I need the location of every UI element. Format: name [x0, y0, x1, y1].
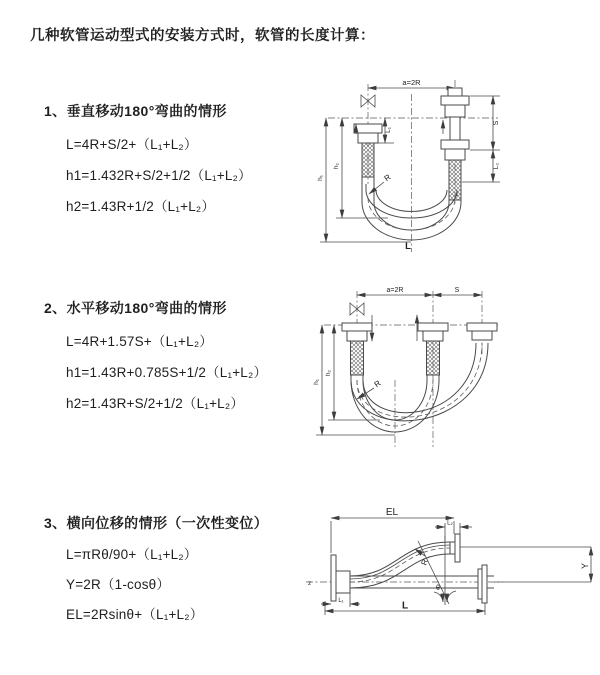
- dim-label-a2r: a=2R: [386, 287, 404, 294]
- radius-label: R: [419, 557, 430, 567]
- dim-label-y: Y: [580, 562, 590, 570]
- dim-label-s: S: [493, 120, 500, 126]
- section-1-formula-h1: h1=1.432R+S/2+1/2（L₁+L₂）: [66, 168, 252, 183]
- dim-label-l: L: [401, 600, 409, 612]
- diagram-horizontal-movement-180: [310, 285, 600, 453]
- left-flange-assembly: [354, 124, 382, 177]
- dim-label-h1: h₁: [317, 175, 324, 181]
- dim-label-el: EL: [385, 507, 399, 518]
- section-3-heading: 3、横向位移的情形（一次性变位）: [44, 515, 269, 531]
- dim-label-h2: h₂: [325, 369, 332, 377]
- radius-label: R: [382, 172, 393, 184]
- left-flange-assembly: [331, 555, 350, 601]
- section-1-formula-L: L=4R+S/2+（L₁+L₂）: [66, 137, 198, 152]
- section-3-formula-Y: Y=2R（1-cosθ）: [66, 577, 171, 592]
- radius-label: R: [372, 378, 383, 390]
- angle-arc: [434, 592, 443, 602]
- hose-loops: [351, 343, 488, 432]
- lower-right-flange-assembly: [478, 565, 494, 603]
- dim-label-l1: L₁: [338, 598, 344, 604]
- braided-hose-section: [427, 341, 440, 375]
- dim-label-h1: h₁: [313, 379, 320, 385]
- length-label: L: [405, 241, 411, 252]
- dim-label-l2: L₂: [447, 520, 453, 527]
- section-3-formula-EL: EL=2Rsinθ+（L₁+L₂）: [66, 607, 204, 622]
- dim-label-l1: L₁: [385, 127, 392, 133]
- section-2-heading: 2、水平移动180°弯曲的情形: [44, 300, 227, 316]
- braided-hose-section: [362, 143, 374, 177]
- dim-label-l2: L₂: [493, 162, 500, 170]
- dim-label-s: S: [454, 287, 460, 294]
- page-title: 几种软管运动型式的安装方式时，软管的长度计算：: [30, 28, 375, 44]
- axis-mark-label: z: [308, 580, 312, 587]
- angle-arc: [447, 591, 456, 602]
- upper-right-flange-assembly: [450, 534, 460, 562]
- hose-displaced-position: [350, 542, 450, 588]
- left-flange-assembly: [342, 323, 372, 375]
- angle-label: θ: [436, 585, 440, 592]
- section-2-formula-h2: h2=1.43R+S/2+1/2（L₁+L₂）: [66, 396, 245, 411]
- section-3-formula-L: L=πRθ/90+（L₁+L₂）: [66, 547, 198, 562]
- diagram-vertical-movement-180: [310, 72, 600, 257]
- diagram-lateral-displacement: [298, 503, 598, 638]
- middle-flange-assembly: [418, 323, 448, 375]
- section-2-formula-h1: h1=1.43R+0.785S+1/2（L₁+L₂）: [66, 365, 268, 380]
- braided-hose-section: [449, 160, 461, 200]
- dim-label-a2r: a=2R: [402, 78, 421, 87]
- valve-icon: [350, 303, 364, 315]
- section-2-formula-L: L=4R+1.57S+（L₁+L₂）: [66, 334, 213, 349]
- valve-icon: [361, 95, 375, 107]
- braided-hose-section: [351, 341, 364, 375]
- right-flange-assembly: [441, 88, 469, 200]
- section-1-formula-h2: h2=1.43R+1/2（L₁+L₂）: [66, 199, 216, 214]
- section-1-heading: 1、垂直移动180°弯曲的情形: [44, 103, 227, 119]
- right-flange-assembly: [467, 323, 497, 340]
- construction-diagonal: [418, 541, 449, 604]
- dim-label-h2: h₂: [333, 162, 340, 170]
- radius-leader: [357, 388, 374, 399]
